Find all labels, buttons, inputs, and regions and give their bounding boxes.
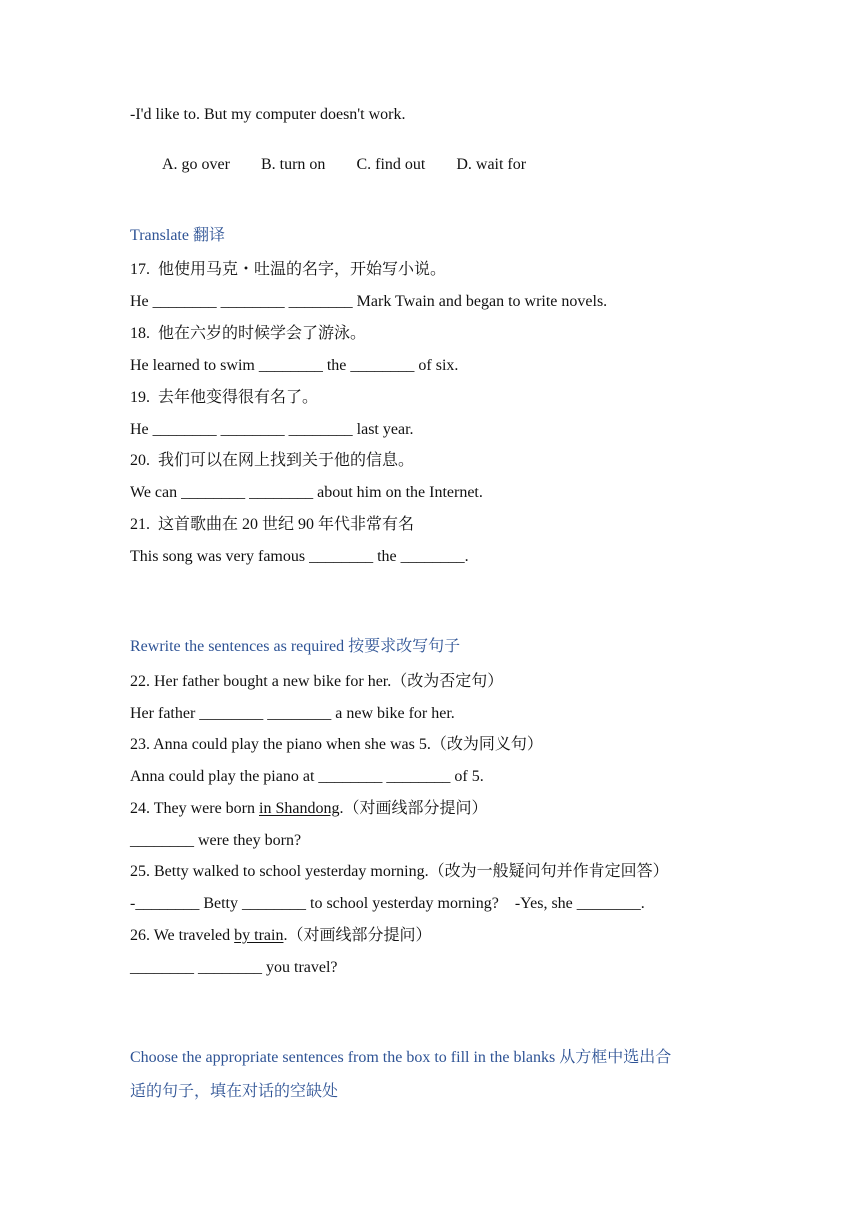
dialogue-reply: -I'd like to. But my computer doesn't work.: [130, 106, 406, 123]
question-22: 22. Her father bought a new bike for her.（改为否定句）: [130, 673, 504, 690]
choose-heading-line-1: Choose the appropriate sentences from the box to fill in the blanks 从方框中选出合: [130, 1049, 672, 1066]
question-24-text: 24. They were born: [130, 800, 259, 817]
question-21-english: This song was very famous ________ the ________.: [130, 548, 469, 565]
question-19-english: He ________ ________ ________ last year.: [130, 421, 414, 438]
question-21-chinese: 21. 这首歌曲在 20 世纪 90 年代非常有名: [130, 516, 415, 533]
question-25: 25. Betty walked to school yesterday morning.（改为一般疑问句并作肯定回答）: [130, 863, 669, 880]
option-a: A. go over: [162, 156, 230, 173]
question-23: 23. Anna could play the piano when she was 5.（改为同义句）: [130, 736, 543, 753]
question-26-instruction: .（对画线部分提问）: [283, 927, 432, 944]
question-23-answer: Anna could play the piano at ________ ________ of 5.: [130, 768, 484, 785]
question-18-english: He learned to swim ________ the ________ of six.: [130, 357, 459, 374]
question-24: [130, 799, 487, 819]
question-18-chinese: 18. 他在六岁的时候学会了游泳。: [130, 325, 367, 342]
rewrite-heading: Rewrite the sentences as required 按要求改写句子: [130, 638, 461, 655]
question-24-instruction: .（对画线部分提问）: [339, 800, 488, 817]
question-20-chinese: 20. 我们可以在网上找到关于他的信息。: [130, 452, 415, 469]
question-17-chinese: 17. 他使用马克・吐温的名字，开始写小说。: [130, 261, 447, 278]
option-c: C. find out: [356, 156, 426, 173]
question-20-english: We can ________ ________ about him on the Internet.: [130, 484, 483, 501]
question-25-answer: -________ Betty ________ to school yesterday morning? -Yes, she ________.: [130, 895, 645, 912]
answer-options: [146, 135, 526, 195]
question-19-chinese: 19. 去年他变得很有名了。: [130, 389, 319, 406]
question-24-underlined: in Shandong: [259, 800, 340, 817]
question-26-answer: ________ ________ you travel?: [130, 959, 338, 976]
question-26-underlined: by train: [234, 927, 284, 944]
option-d: D. wait for: [456, 156, 527, 173]
question-22-answer: Her father ________ ________ a new bike for her.: [130, 705, 455, 722]
translate-heading: Translate 翻译: [130, 227, 225, 244]
option-b: B. turn on: [260, 156, 326, 173]
question-17-english: He ________ ________ ________ Mark Twain and began to write novels.: [130, 293, 608, 310]
question-26-text: 26. We traveled: [130, 927, 235, 944]
choose-heading-line-2: 适的句子，填在对话的空缺处: [130, 1083, 339, 1100]
question-26: [130, 926, 432, 946]
question-24-answer: ________ were they born?: [130, 832, 302, 849]
